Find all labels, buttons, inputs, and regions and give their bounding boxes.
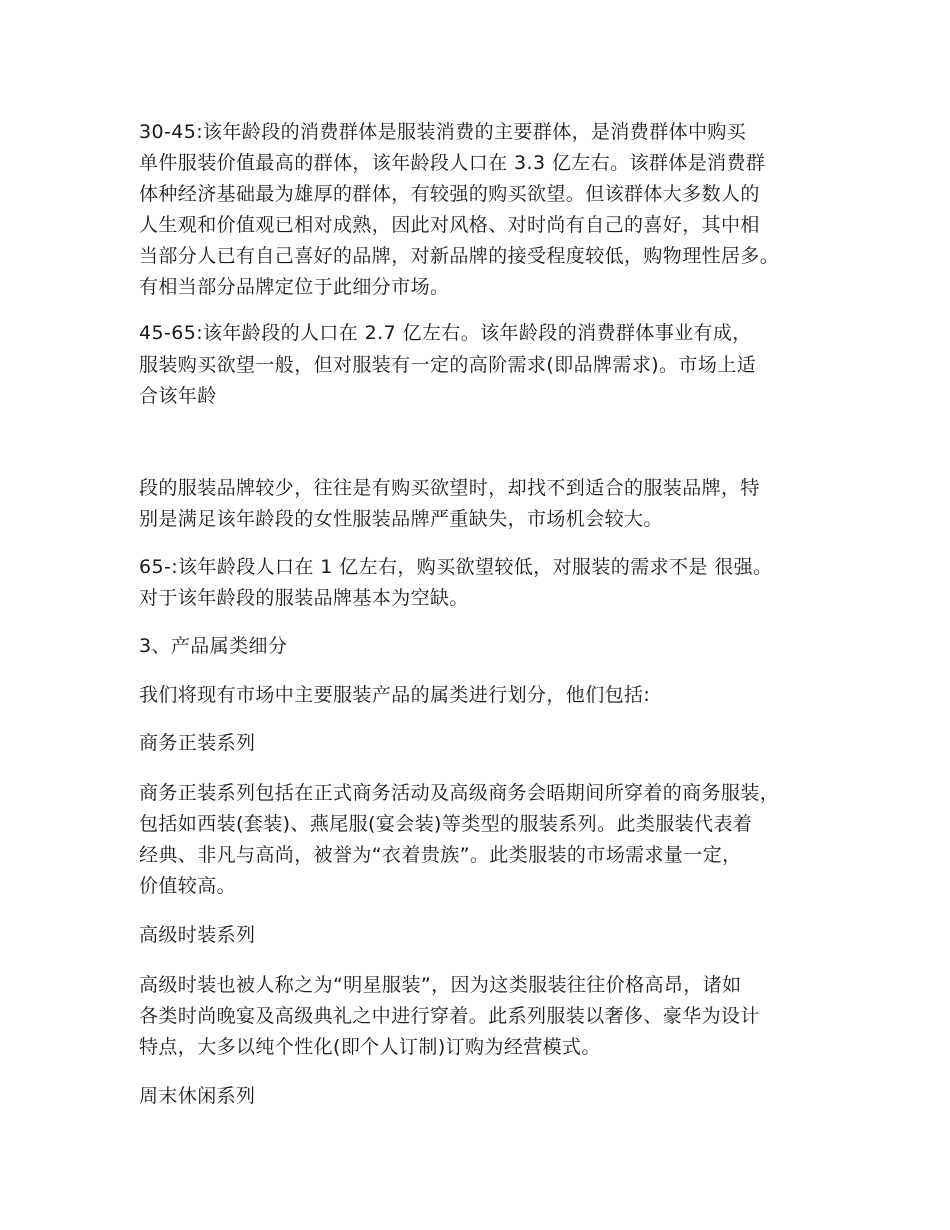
paragraph-45-65-line-4: 段的服装品牌较少，往往是有购买欲望时，却找不到适合的服装品牌，特 [139, 477, 760, 499]
business-formal-line-3: 经典、非凡与高尚，被誉为“衣着贵族”。此类服装的市场需求量一定， [139, 844, 742, 866]
business-formal-line-1: 商务正装系列包括在正式商务活动及高级商务会晤期间所穿着的商务服装， [139, 782, 780, 804]
business-formal-line-4: 价值较高。 [139, 875, 237, 897]
paragraph-30-45-line-3: 体种经济基础最为雄厚的群体，有较强的购买欲望。但该群体大多数人的 [139, 183, 760, 205]
paragraph-30-45-line-5: 当部分人已有自己喜好的品牌，对新品牌的接受程度较低，购物理性居多。 [139, 245, 780, 267]
paragraph-65-line-1: 65-:该年龄段人口在 1 亿左右，购买欲望较低，对服装的需求不是 很强。 [139, 556, 773, 578]
paragraph-45-65-line-2: 服装购买欲望一般，但对服装有一定的高阶需求(即品牌需求)。市场上适 [139, 354, 757, 376]
subheading-weekend-casual: 周末休闲系列 [139, 1085, 256, 1107]
business-formal-line-2: 包括如西装(套装)、燕尾服(宴会装)等类型的服装系列。此类服装代表着 [139, 813, 753, 835]
paragraph-45-65-line-1: 45-65:该年龄段的人口在 2.7 亿左右。该年龄段的消费群体事业有成， [139, 322, 752, 344]
intro-paragraph: 我们将现有市场中主要服装产品的属类进行划分，他们包括: [139, 684, 651, 706]
paragraph-45-65-line-5: 别是满足该年龄段的女性服装品牌严重缺失，市场机会较大。 [139, 508, 663, 530]
haute-couture-line-1: 高级时装也被人称之为“明星服装”，因为这类服装往往价格高昂，诸如 [139, 974, 742, 996]
paragraph-30-45-line-2: 单件服装价值最高的群体，该年龄段人口在 3.3 亿左右。该群体是消费群 [139, 152, 766, 174]
haute-couture-line-2: 各类时尚晚宴及高级典礼之中进行穿着。此系列服装以奢侈、豪华为设计 [139, 1005, 760, 1027]
paragraph-30-45-line-4: 人生观和价值观已相对成熟，因此对风格、对时尚有自己的喜好，其中相 [139, 214, 760, 236]
paragraph-45-65-line-3: 合该年龄 [139, 385, 217, 407]
paragraph-30-45-line-1: 30-45:该年龄段的消费群体是服装消费的主要群体，是消费群体中购买 [139, 121, 747, 143]
haute-couture-line-3: 特点，大多以纯个性化(即个人订制)订购为经营模式。 [139, 1036, 601, 1058]
subheading-business-formal: 商务正装系列 [139, 732, 256, 754]
subheading-haute-couture: 高级时装系列 [139, 924, 256, 946]
section-heading: 3、产品属类细分 [139, 635, 288, 657]
paragraph-65-line-2: 对于该年龄段的服装品牌基本为空缺。 [139, 587, 469, 609]
paragraph-30-45-line-6: 有相当部分品牌定位于此细分市场。 [139, 276, 450, 298]
